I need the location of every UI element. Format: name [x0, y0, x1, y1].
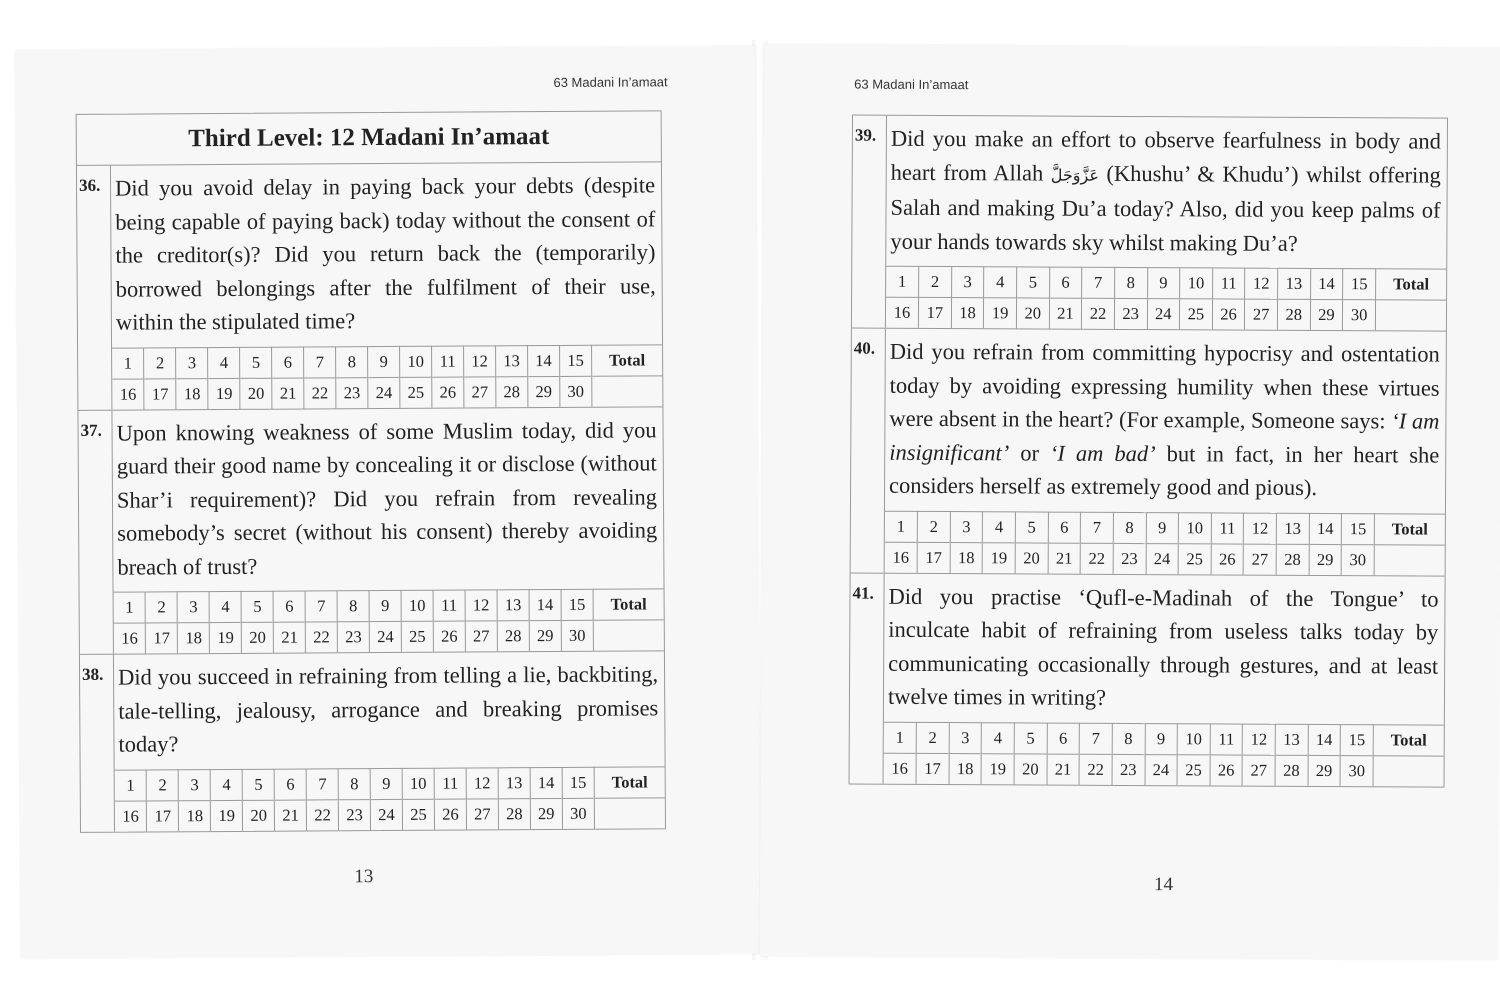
day-cell[interactable]: 25	[402, 799, 434, 830]
day-cell[interactable]: 8	[1113, 512, 1146, 543]
day-cell[interactable]: 14	[529, 589, 561, 620]
total-cell[interactable]	[594, 797, 665, 828]
day-cell[interactable]: 21	[1047, 754, 1080, 785]
day-cell[interactable]: 7	[1082, 267, 1115, 298]
day-cell[interactable]: 1	[114, 592, 146, 623]
day-cell[interactable]: 12	[1243, 724, 1276, 755]
day-cell[interactable]: 4	[983, 511, 1016, 542]
day-cell[interactable]: 20	[243, 800, 275, 831]
day-cell[interactable]: 8	[337, 591, 369, 622]
day-cell[interactable]: 5	[1017, 267, 1050, 298]
day-cell[interactable]: 22	[304, 377, 336, 408]
item-text: Did you succeed in refraining from telling a lie, backbiting, tale-telling, jealousy, arrogance and breaking promises today?	[117, 661, 659, 757]
day-cell[interactable]: 6	[274, 769, 306, 800]
day-cell[interactable]: 10	[1180, 268, 1213, 299]
day-grid	[115, 766, 665, 831]
day-cell[interactable]: 7	[306, 768, 338, 799]
item-38	[80, 651, 665, 831]
level-title: Third Level: 12 Madani In’amaat	[77, 111, 661, 166]
quote-italic: ‘I am bad’	[1049, 440, 1156, 466]
day-cell[interactable]: 13	[497, 590, 529, 621]
day-cell[interactable]: 30	[562, 798, 594, 829]
total-label: Total	[1376, 269, 1447, 300]
total-label: Total	[1374, 513, 1445, 544]
day-grid-row	[884, 722, 1444, 756]
day-cell[interactable]: 26	[433, 621, 465, 652]
day-cell[interactable]: 20	[1016, 298, 1049, 329]
day-cell[interactable]: 21	[273, 622, 305, 653]
day-cell[interactable]: 2	[917, 511, 950, 542]
day-cell[interactable]: 1	[112, 347, 144, 378]
day-cell[interactable]: 9	[1147, 268, 1180, 299]
day-cell[interactable]: 26	[1210, 754, 1243, 785]
day-cell[interactable]: 28	[496, 376, 528, 407]
day-cell[interactable]: 13	[1276, 513, 1309, 544]
day-cell[interactable]: 22	[1080, 543, 1113, 574]
day-cell[interactable]: 28	[497, 621, 529, 652]
day-cell[interactable]: 1	[884, 722, 917, 753]
day-cell[interactable]: 1	[885, 511, 918, 542]
day-cell[interactable]: 7	[305, 591, 337, 622]
total-label: Total	[593, 589, 664, 620]
day-cell[interactable]: 29	[528, 376, 560, 407]
day-cell[interactable]: 29	[1308, 755, 1341, 786]
day-cell[interactable]: 3	[949, 722, 982, 753]
day-cell[interactable]: 25	[1178, 543, 1211, 574]
day-cell[interactable]: 19	[984, 298, 1017, 329]
day-cell[interactable]: 24	[370, 799, 402, 830]
item-number: 40.	[851, 329, 886, 573]
day-cell[interactable]: 11	[1211, 512, 1244, 543]
day-cell[interactable]: 17	[147, 800, 179, 831]
day-cell[interactable]: 12	[465, 590, 497, 621]
day-cell[interactable]: 4	[982, 722, 1015, 753]
item-number: 39.	[852, 116, 887, 328]
day-cell[interactable]: 21	[1048, 543, 1081, 574]
item-number: 36.	[77, 166, 112, 410]
total-label: Total	[1373, 724, 1444, 755]
day-cell[interactable]: 6	[1049, 267, 1082, 298]
day-cell[interactable]: 15	[559, 345, 591, 376]
day-cell[interactable]: 30	[1341, 544, 1374, 575]
day-cell[interactable]: 23	[1113, 543, 1146, 574]
day-cell[interactable]: 4	[209, 591, 241, 622]
day-cell[interactable]: 19	[210, 622, 242, 653]
day-cell[interactable]: 20	[1015, 542, 1048, 573]
day-grid-row	[886, 297, 1446, 330]
day-cell[interactable]: 3	[951, 267, 984, 298]
item-text-part: Did you make an effort to observe fearfulness in body and heart from Allah	[890, 125, 1441, 186]
day-cell[interactable]: 9	[370, 768, 402, 799]
day-grid-row	[114, 589, 664, 623]
day-cell[interactable]: 24	[1147, 299, 1180, 330]
quote-italic: ‘I am insignificant’	[889, 408, 1440, 465]
day-cell[interactable]: 26	[1212, 299, 1245, 330]
day-cell[interactable]: 14	[527, 345, 559, 376]
day-cell[interactable]: 12	[466, 767, 498, 798]
day-cell[interactable]: 6	[1047, 723, 1080, 754]
day-cell[interactable]: 5	[240, 347, 272, 378]
day-cell[interactable]: 3	[176, 347, 208, 378]
total-cell[interactable]	[592, 375, 663, 406]
day-cell[interactable]: 10	[400, 346, 432, 377]
right-page	[760, 44, 1500, 960]
day-cell[interactable]: 11	[434, 768, 466, 799]
day-cell[interactable]: 25	[1180, 299, 1213, 330]
item-text	[886, 116, 1447, 269]
day-cell[interactable]: 6	[1048, 512, 1081, 543]
day-cell[interactable]: 12	[1244, 513, 1277, 544]
day-cell[interactable]: 22	[1079, 754, 1112, 785]
day-grid	[886, 266, 1446, 331]
day-cell[interactable]: 7	[304, 346, 336, 377]
day-cell[interactable]: 18	[176, 378, 208, 409]
day-cell[interactable]: 22	[305, 622, 337, 653]
day-cell[interactable]: 6	[272, 347, 304, 378]
day-cell[interactable]: 20	[242, 622, 274, 653]
day-cell[interactable]: 10	[1177, 723, 1210, 754]
day-cell[interactable]: 18	[949, 753, 982, 784]
day-cell[interactable]: 1	[115, 769, 147, 800]
day-grid	[885, 510, 1445, 575]
day-cell[interactable]: 29	[530, 798, 562, 829]
day-cell[interactable]: 23	[336, 377, 368, 408]
day-cell[interactable]: 7	[1081, 512, 1114, 543]
day-cell[interactable]: 2	[916, 722, 949, 753]
day-cell[interactable]: 24	[1145, 754, 1178, 785]
day-cell[interactable]: 14	[1309, 513, 1342, 544]
day-cell[interactable]: 5	[1014, 722, 1047, 753]
day-cell[interactable]: 15	[562, 767, 594, 798]
day-cell[interactable]: 20	[1014, 753, 1047, 784]
day-cell[interactable]: 3	[950, 511, 983, 542]
day-cell[interactable]: 2	[147, 769, 179, 800]
item-text: Did you practise ‘Qufl-e-Madinah of the Tongue’ to inculcate habit of refraining from useless talks today by communicating occasionally through gestures, and at least twelve times in writing?	[887, 583, 1439, 710]
day-cell[interactable]: 27	[1242, 755, 1275, 786]
day-cell[interactable]: 13	[498, 767, 530, 798]
day-cell[interactable]: 10	[1178, 512, 1211, 543]
day-grid-row	[886, 266, 1446, 300]
day-cell[interactable]: 30	[560, 376, 592, 407]
day-cell[interactable]: 18	[951, 298, 984, 329]
day-cell[interactable]: 27	[465, 621, 497, 652]
item-number: 38.	[80, 655, 115, 832]
total-cell[interactable]	[1375, 300, 1446, 331]
day-cell[interactable]: 16	[115, 800, 147, 831]
day-cell[interactable]: 17	[919, 297, 952, 328]
item-text-part: Did you refrain from committing hypocrisy and ostentation today by avoiding expressing humility when these virtues were absent in the heart? (For example, Someone says:	[889, 338, 1440, 434]
day-cell[interactable]: 18	[950, 542, 983, 573]
item-text: Upon knowing weakness of some Muslim today, did you guard their good name by concealing it or disclose (without Shar’i requirement)? Did you refrain from revealing somebody’s secret (without his consent) thereby avoiding breach of trust?	[116, 416, 658, 580]
day-cell[interactable]: 15	[1340, 724, 1373, 755]
day-cell[interactable]: 13	[495, 345, 527, 376]
running-header: 63 Madani In’amaat	[553, 74, 668, 90]
day-grid	[114, 588, 664, 653]
day-cell[interactable]: 28	[1275, 755, 1308, 786]
day-cell[interactable]: 11	[433, 590, 465, 621]
item-text-part: (Khushu’ & Khudu’) whilst offering Salah and making Du’a today? Also, did you keep palms of your hands towards sky whilst making Du’a?	[890, 160, 1441, 256]
day-cell[interactable]: 16	[884, 753, 917, 784]
day-cell[interactable]: 11	[432, 346, 464, 377]
item-39	[852, 116, 1447, 332]
day-cell[interactable]: 14	[1308, 724, 1341, 755]
day-cell[interactable]: 17	[917, 542, 950, 573]
day-cell[interactable]: 17	[916, 753, 949, 784]
running-header: 63 Madani In’amaat	[854, 76, 969, 93]
day-cell[interactable]: 9	[1146, 512, 1179, 543]
day-cell[interactable]: 15	[561, 589, 593, 620]
day-cell[interactable]: 24	[1146, 543, 1179, 574]
item-37	[78, 407, 663, 655]
day-cell[interactable]: 14	[530, 767, 562, 798]
day-cell[interactable]: 4	[210, 769, 242, 800]
day-cell[interactable]: 15	[1343, 269, 1376, 300]
day-cell[interactable]: 10	[401, 590, 433, 621]
day-cell[interactable]: 2	[919, 266, 952, 297]
item-text: Did you avoid delay in paying back your debts (despite being capable of paying back) today without the consent of the creditor(s)? Did you return back the (temporarily) borrowed belongings after the fulfilment of their use, within the stipulated time?	[115, 172, 656, 335]
day-cell[interactable]: 6	[273, 591, 305, 622]
day-cell[interactable]: 23	[1112, 754, 1145, 785]
day-grid-row	[885, 511, 1445, 545]
total-cell[interactable]	[593, 620, 664, 651]
item-text-part: but in fact, in her heart she considers herself as extremely good and pious).	[889, 440, 1440, 500]
day-grid	[112, 344, 662, 409]
day-grid-row	[112, 344, 662, 378]
day-cell[interactable]: 25	[400, 377, 432, 408]
day-cell[interactable]: 11	[1212, 268, 1245, 299]
day-cell[interactable]: 30	[561, 620, 593, 651]
day-cell[interactable]: 26	[432, 377, 464, 408]
item-text-part: or	[1020, 439, 1040, 466]
day-cell[interactable]: 20	[240, 378, 272, 409]
day-cell[interactable]: 23	[337, 622, 369, 653]
day-cell[interactable]: 21	[272, 378, 304, 409]
day-cell[interactable]: 12	[464, 345, 496, 376]
day-grid	[884, 721, 1444, 786]
day-cell[interactable]: 22	[1082, 298, 1115, 329]
day-cell[interactable]: 24	[368, 377, 400, 408]
page-number: 14	[1153, 874, 1174, 896]
day-grid-row	[115, 766, 665, 800]
day-cell[interactable]: 28	[1277, 299, 1310, 330]
arabic-honorific: عَزَّوَجَلَّ	[1050, 165, 1099, 185]
item-number: 37.	[78, 410, 113, 654]
item-40	[851, 329, 1446, 577]
day-cell[interactable]: 21	[1049, 298, 1082, 329]
day-cell[interactable]: 17	[144, 378, 176, 409]
day-cell[interactable]: 29	[1310, 299, 1343, 330]
day-cell[interactable]: 28	[498, 798, 530, 829]
item-number: 41.	[850, 573, 885, 783]
day-cell[interactable]: 8	[338, 768, 370, 799]
day-cell[interactable]: 19	[208, 378, 240, 409]
day-cell[interactable]: 5	[1015, 511, 1048, 542]
day-cell[interactable]: 16	[112, 378, 144, 409]
day-cell[interactable]: 2	[144, 347, 176, 378]
day-cell[interactable]: 9	[1145, 723, 1178, 754]
day-cell[interactable]: 5	[242, 769, 274, 800]
day-cell[interactable]: 7	[1079, 723, 1112, 754]
day-cell[interactable]: 8	[1112, 723, 1145, 754]
day-cell[interactable]: 23	[338, 799, 370, 830]
day-cell[interactable]: 25	[401, 621, 433, 652]
day-cell[interactable]: 3	[177, 592, 209, 623]
day-cell[interactable]: 17	[146, 623, 178, 654]
day-cell[interactable]: 16	[885, 542, 918, 573]
total-label: Total	[594, 766, 665, 797]
day-grid-row	[115, 797, 665, 831]
total-label: Total	[592, 344, 663, 375]
day-cell[interactable]: 12	[1245, 268, 1278, 299]
day-cell[interactable]: 19	[983, 542, 1016, 573]
day-cell[interactable]: 25	[1177, 754, 1210, 785]
day-cell[interactable]: 2	[145, 592, 177, 623]
day-cell[interactable]: 9	[369, 590, 401, 621]
item-41	[850, 573, 1445, 786]
day-cell[interactable]: 22	[307, 799, 339, 830]
day-cell[interactable]: 4	[984, 267, 1017, 298]
day-grid-row	[114, 620, 664, 654]
page-number: 13	[354, 866, 374, 888]
day-cell[interactable]: 21	[275, 800, 307, 831]
day-cell[interactable]: 26	[1211, 543, 1244, 574]
day-cell[interactable]: 23	[1114, 298, 1147, 329]
day-grid-row	[885, 542, 1445, 575]
day-cell[interactable]: 1	[886, 266, 919, 297]
day-cell[interactable]: 8	[336, 346, 368, 377]
day-cell[interactable]: 24	[369, 621, 401, 652]
day-cell[interactable]: 13	[1278, 268, 1311, 299]
day-cell[interactable]: 9	[368, 346, 400, 377]
day-cell[interactable]: 8	[1114, 267, 1147, 298]
day-cell[interactable]: 27	[1243, 544, 1276, 575]
day-cell[interactable]: 5	[241, 591, 273, 622]
day-cell[interactable]: 27	[464, 376, 496, 407]
day-cell[interactable]: 14	[1310, 268, 1343, 299]
inamaat-box	[849, 115, 1448, 788]
day-cell[interactable]: 29	[1309, 544, 1342, 575]
day-grid-row	[112, 375, 662, 409]
day-cell[interactable]: 30	[1340, 755, 1373, 786]
day-cell[interactable]: 19	[211, 800, 243, 831]
day-cell[interactable]: 4	[208, 347, 240, 378]
total-cell[interactable]	[1374, 544, 1445, 575]
day-cell[interactable]: 27	[1245, 299, 1278, 330]
day-cell[interactable]: 18	[178, 623, 210, 654]
day-cell[interactable]: 10	[402, 768, 434, 799]
day-grid-row	[884, 753, 1444, 786]
day-cell[interactable]: 3	[179, 769, 211, 800]
item-36	[77, 162, 662, 410]
day-cell[interactable]: 11	[1210, 723, 1243, 754]
day-cell[interactable]: 16	[886, 297, 919, 328]
day-cell[interactable]: 13	[1275, 724, 1308, 755]
total-cell[interactable]	[1373, 755, 1444, 786]
day-cell[interactable]: 29	[529, 620, 561, 651]
day-cell[interactable]: 19	[981, 753, 1014, 784]
day-cell[interactable]: 16	[114, 623, 146, 654]
item-text	[885, 329, 1446, 513]
day-cell[interactable]: 28	[1276, 544, 1309, 575]
left-page	[15, 46, 761, 959]
day-cell[interactable]: 27	[466, 798, 498, 829]
day-cell[interactable]: 15	[1342, 513, 1375, 544]
inamaat-box	[76, 110, 666, 832]
day-cell[interactable]: 30	[1343, 300, 1376, 331]
day-cell[interactable]: 18	[179, 800, 211, 831]
day-cell[interactable]: 26	[434, 799, 466, 830]
